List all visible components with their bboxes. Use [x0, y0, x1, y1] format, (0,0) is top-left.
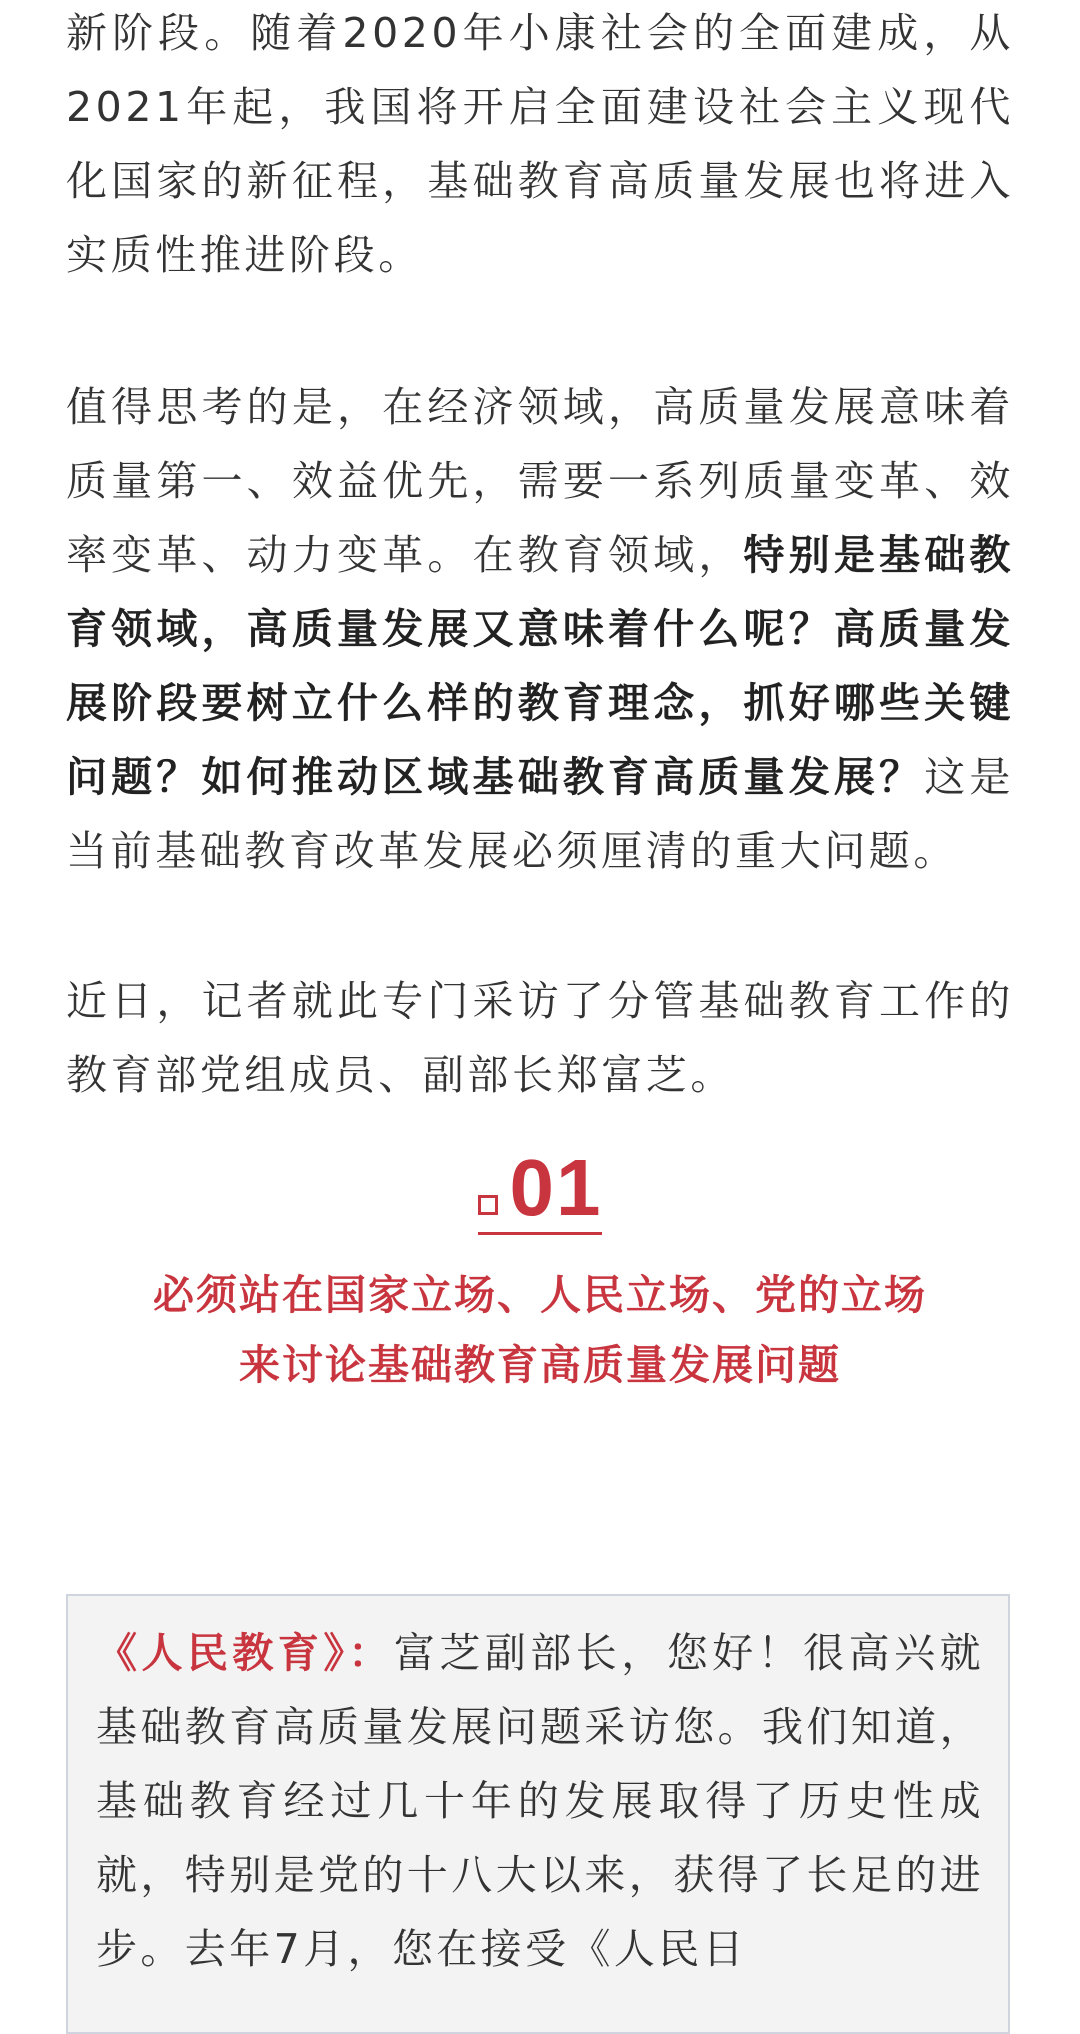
paragraph-bold-text: 特别是基础教育领域，高质量发展又意味着什么呢？高质量发展阶段要树立什么样的教育理念，抓好哪些关键问题？如何推动区域基础教育高质量发展？ — [66, 531, 1014, 801]
paragraph-text: 这是当前基础教育改革发展必须厘清的重大问题。 — [66, 753, 1014, 875]
section-number: 01 — [509, 1143, 603, 1232]
paragraph: 新阶段。随着2020年小康社会的全面建成，从2021年起，我国将开启全面建设社会主义现代化国家的新征程，基础教育高质量发展也将进入实质性推进阶段。 — [66, 9, 1014, 279]
section-number-heading — [66, 1143, 1014, 1234]
interviewer-label: 《人民教育》： — [96, 1629, 394, 1677]
paragraph-text: 值得思考的是，在经济领域，高质量发展意味着质量第一、效益优先，需要一系列质量变革、效率变革、动力变革。在教育领域， — [66, 383, 1014, 579]
interview-question-box — [66, 1594, 1010, 2034]
section-number-underline — [478, 1143, 603, 1235]
paragraph — [66, 370, 1014, 888]
question-text: 富芝副部长，您好！很高兴就基础教育高质量发展问题采访您。我们知道，基础教育经过几十年的发展取得了历史性成就，特别是党的十八大以来，获得了长足的进步。去年7月，您在接受《人民日 — [96, 1629, 984, 1973]
square-mark-icon — [478, 1195, 498, 1215]
paragraph: 近日，记者就此专门采访了分管基础教育工作的教育部党组成员、副部长郑富芝。 — [66, 977, 1014, 1099]
section-title-line: 必须站在国家立场、人民立场、党的立场 — [153, 1271, 927, 1319]
section-title-line: 来讨论基础教育高质量发展问题 — [239, 1341, 841, 1389]
section-title — [66, 1260, 1014, 1400]
interview-question — [96, 1616, 984, 1986]
article-body — [66, 0, 1014, 1400]
